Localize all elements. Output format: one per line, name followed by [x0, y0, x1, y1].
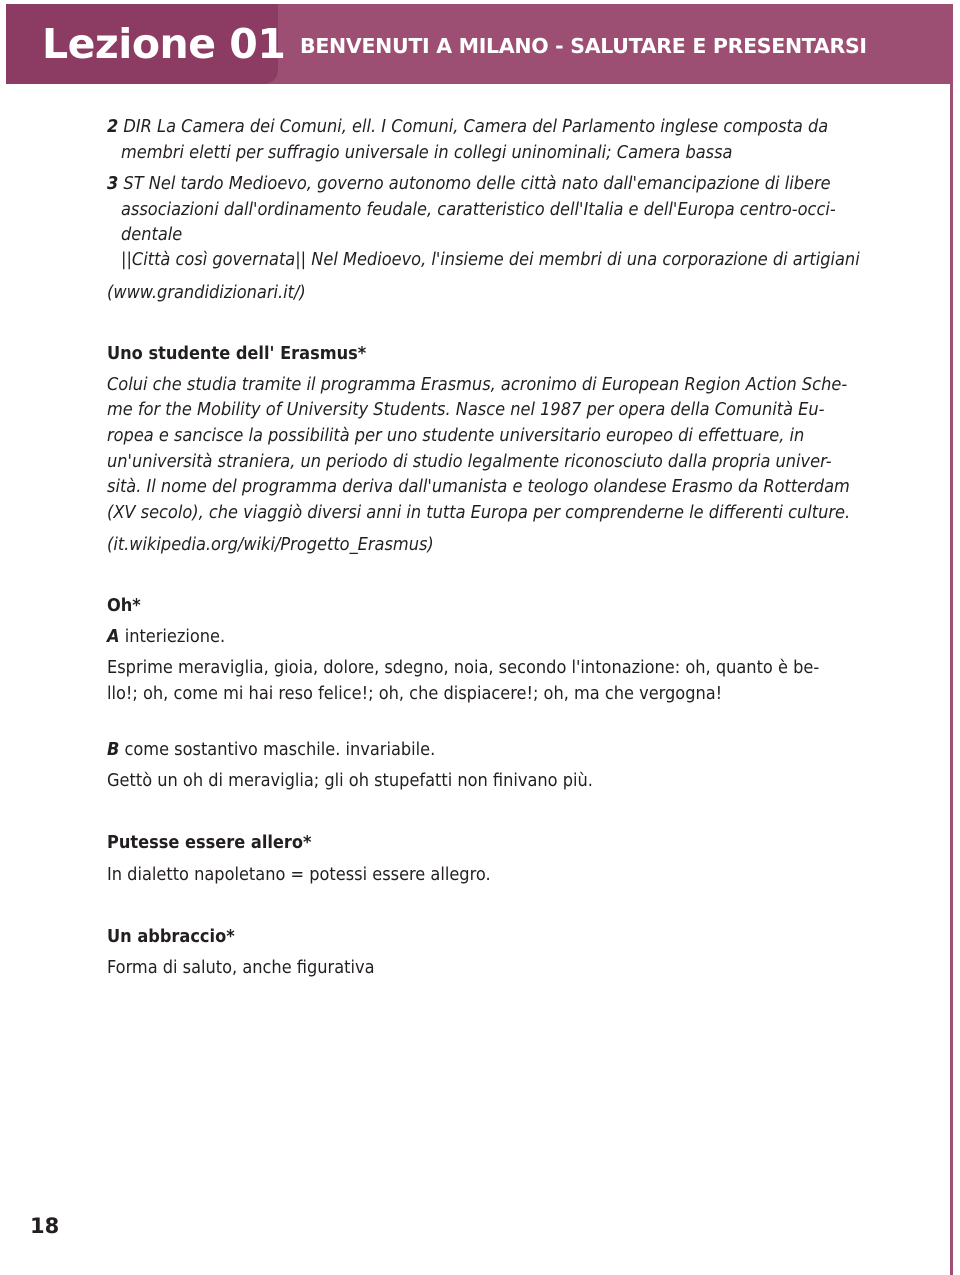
abbraccio-text: Forma di saluto, anche figurativa [107, 957, 375, 978]
definition-text: ST Nel tardo Medioevo, governo autonomo delle città nato dall'emancipazione di libere [118, 173, 831, 194]
sense-letter: B [107, 739, 120, 760]
erasmus-line: me for the Mobility of University Students. Nasce nel 1987 per opera della Comunità Eu- [107, 399, 825, 420]
oh-sense-b [107, 739, 435, 760]
oh-example: Gettò un oh di meraviglia; gli oh stupefatti non finivano più. [107, 770, 593, 791]
abbraccio-heading: Un abbraccio* [107, 926, 235, 947]
erasmus-line: (XV secolo), che viaggiò diversi anni in tutta Europa per comprenderne le differenti culture. [107, 502, 851, 523]
definition-number: 2 [107, 116, 119, 137]
definition-line: dentale [121, 224, 183, 245]
oh-heading: Oh* [107, 595, 141, 616]
lesson-title: Lezione 01 [42, 20, 286, 68]
lesson-subtitle: BENVENUTI A MILANO - SALUTARE E PRESENTARSI [300, 34, 867, 58]
sense-text: come sostantivo maschile. invariabile. [119, 739, 436, 760]
erasmus-line: ropea e sancisce la possibilità per uno studente universitario europeo di effettuare, in [107, 425, 805, 446]
erasmus-line: un'università straniera, un periodo di studio legalmente riconosciuto dalla propria univer- [107, 451, 832, 472]
definition-2 [107, 116, 828, 137]
sense-letter: A [107, 626, 120, 647]
putesse-text: In dialetto napoletano = potessi essere allegro. [107, 864, 491, 885]
page-edge-bar [950, 4, 953, 1275]
putesse-heading: Putesse essere allero* [107, 832, 312, 853]
definition-number: 3 [107, 173, 119, 194]
erasmus-source: (it.wikipedia.org/wiki/Progetto_Erasmus) [107, 534, 434, 555]
oh-example: llo!; oh, come mi hai reso felice!; oh, che dispiacere!; oh, ma che vergogna! [107, 683, 723, 704]
definition-line: associazioni dall'ordinamento feudale, caratteristico dell'Italia e dell'Europa centro-occi- [121, 199, 836, 220]
definition-line: ||Città così governata|| Nel Medioevo, l'insieme dei membri di una corporazione di artigiani [121, 249, 860, 270]
definition-line: membri eletti per suffragio universale in collegi uninominali; Camera bassa [121, 142, 733, 163]
erasmus-line: Colui che studia tramite il programma Erasmus, acronimo di European Region Action Sche- [107, 374, 848, 395]
erasmus-heading: Uno studente dell' Erasmus* [107, 343, 367, 364]
oh-example: Esprime meraviglia, gioia, dolore, sdegno, noia, secondo l'intonazione: oh, quanto è be- [107, 657, 820, 678]
sense-text: interiezione. [119, 626, 226, 647]
page-number: 18 [30, 1214, 60, 1238]
definition-3 [107, 173, 831, 194]
definition-source: (www.grandidizionari.it/) [107, 282, 306, 303]
definition-text: DIR La Camera dei Comuni, ell. I Comuni, Camera del Parlamento inglese composta da [118, 116, 829, 137]
erasmus-line: sità. Il nome del programma deriva dall'umanista e teologo olandese Erasmo da Rotterdam [107, 476, 850, 497]
oh-sense-a [107, 626, 225, 647]
